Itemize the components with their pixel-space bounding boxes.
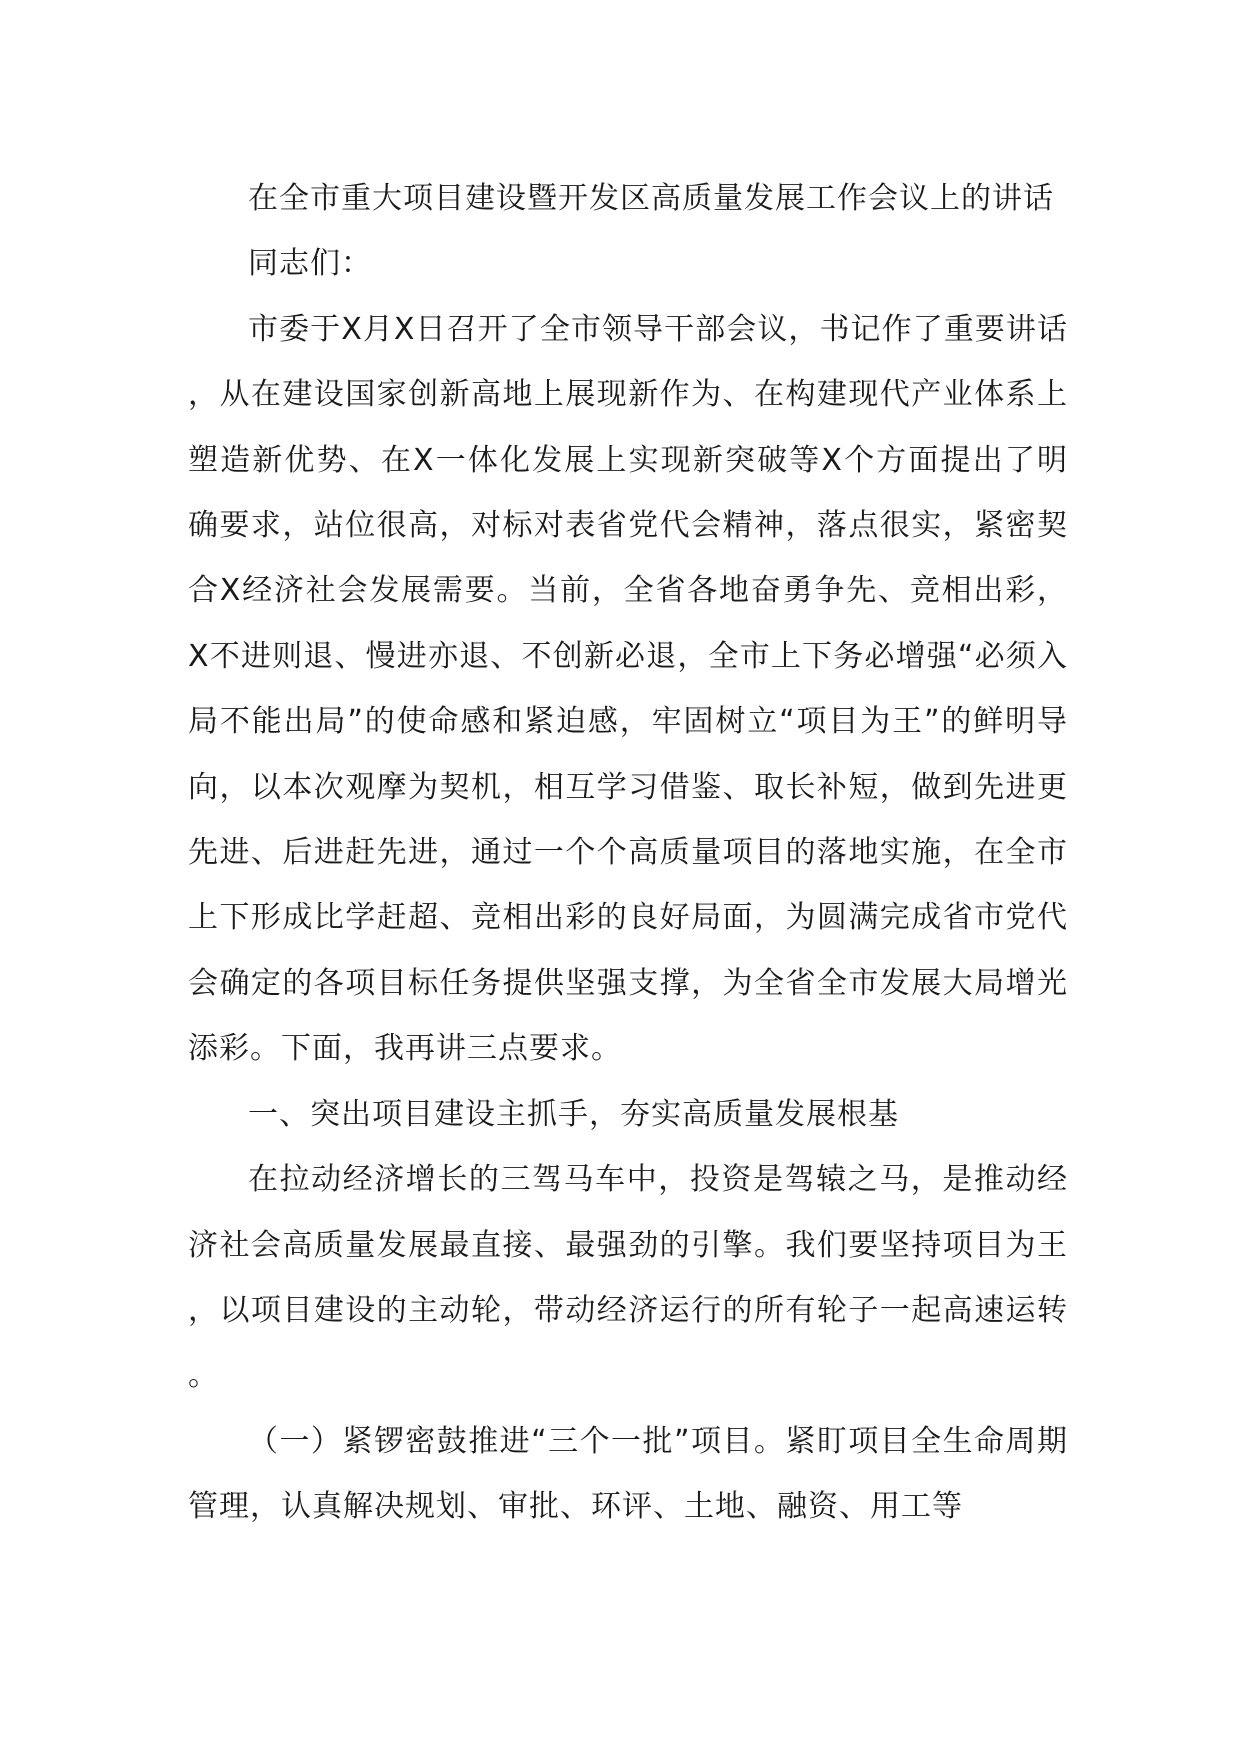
section-heading-1: 一、突出项目建设主抓手，夯实高质量发展根基	[248, 1096, 899, 1132]
document-title: 在全市重大项目建设暨开发区高质量发展工作会议上的讲话	[248, 181, 1054, 216]
subsection-paragraph-1: （一）紧锣密鼓推进“三个一批”项目。紧盯项目全生命周期管理，认真解决规划、审批、环评、土地、融资、用工等	[188, 1423, 1068, 1525]
greeting: 同志们：	[248, 246, 372, 282]
body-paragraph-intro: 市委于X月X日召开了全市领导干部会议，书记作了重要讲话，从在建设国家创新高地上展现新作为、在构建现代产业体系上塑造新优势、在X一体化发展上实现新突破等X个方面提出了明确要求，站位很高，对标对表省党代会精神，落点很实，紧密契合X经济社会发展需要。当前，全省各地奋勇争先、竞相出彩，X不进则退、慢进亦退、不创新必退，全市上下务必增强“必须入局不能出局”的使命感和紧迫感，牢固树立“项目为王”的鲜明导向，以本次观摩为契机，相互学习借鉴、取长补短，做到先进更先进、后进赶先进，通过一个个高质量项目的落地实施，在全市上下形成比学赶超、竞相出彩的良好局面，为圆满完成省市党代会确定的各项目标任务提供坚强支撑，为全省全市发展大局增光添彩。下面，我再讲三点要求。	[188, 311, 1068, 1067]
body-paragraph-section-1: 在拉动经济增长的三驾马车中，投资是驾辕之马，是推动经济社会高质量发展最直接、最强劲的引擎。我们要坚持项目为王，以项目建设的主动轮，带动经济运行的所有轮子一起高速运转。	[188, 1162, 1068, 1394]
document-body	[188, 166, 1068, 1540]
